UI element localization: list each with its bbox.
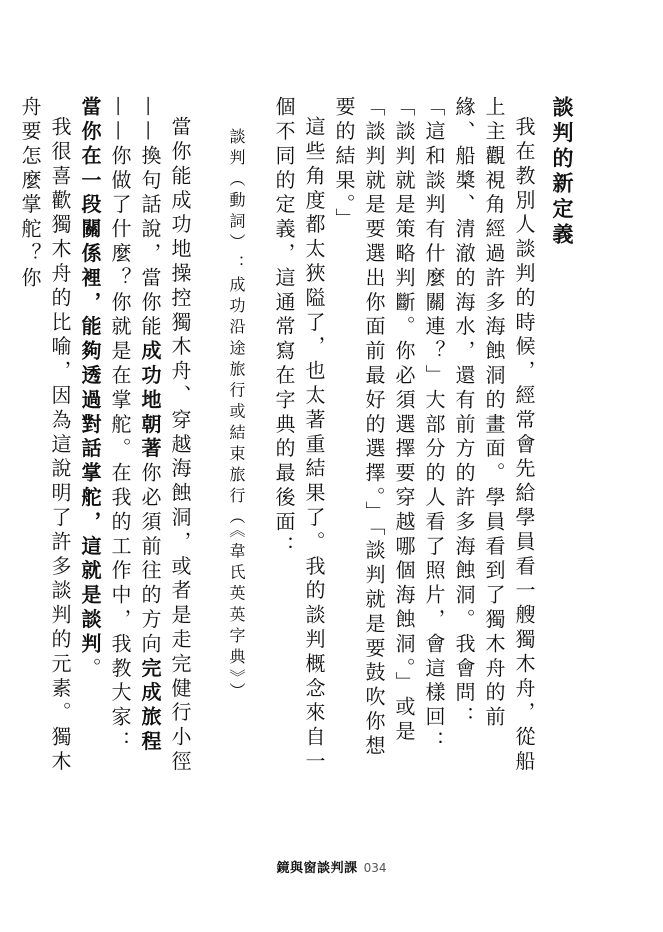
steering-text-1: 當你能成功地操控獨木舟、穿越海蝕洞，或者是走完健行小徑——換句話說，當你能: [138, 96, 192, 775]
steering-bold-3: 當你在一段關係裡，能夠透過對話掌舵，這就是談判: [78, 96, 102, 658]
page-footer: [0, 857, 663, 876]
paragraph-steering: [75, 96, 195, 776]
paragraph-kayak-metaphor: 我很喜歡獨木舟的比喻，因為這說明了許多談判的元素。獨木舟要怎麼掌舵？你: [18, 96, 72, 775]
steering-text-2: 你必須前往的方向: [138, 462, 162, 658]
book-title: 鏡與窗談判課: [276, 861, 358, 876]
vertical-text-body: [15, 96, 577, 776]
page-number: 034: [363, 861, 387, 875]
dictionary-definition: 談判（動詞）：成功沿途旅行或結束旅行（《韋氏英英字典》）: [227, 128, 246, 704]
steering-text-4: 。: [78, 657, 102, 682]
section-heading: 談判的新定義: [550, 96, 574, 249]
paragraph-perspective: 這些角度都太狹隘了，也太著重結果了。我的談判概念來自一個不同的定義，這通常寫在字典的最後面：: [272, 96, 326, 775]
steering-text-3: ——你做了什麼？你就是在掌舵。在我的工作中，我教大家：: [108, 96, 132, 755]
steering-bold-2: 完成旅程: [138, 657, 162, 755]
steering-bold-1: 成功地朝著: [138, 340, 162, 462]
paragraph-intro: 我在教別人談判的時候，經常會先給學員看一艘獨木舟，從船上主觀視角經過許多海蝕洞的畫面。學員看到了獨木舟的前緣、船槳、清澈的海水，還有前方的許多海蝕洞。我會問：「這和談判有什麼關連？」大部分的人看了照片，會這樣回：「談判就是策略判斷。你必須選擇要穿越哪個海蝕洞。」或是「談判就是要選出你面前最好的選擇。」「談判就是要鼓吹你想要的結果。」: [332, 96, 536, 775]
